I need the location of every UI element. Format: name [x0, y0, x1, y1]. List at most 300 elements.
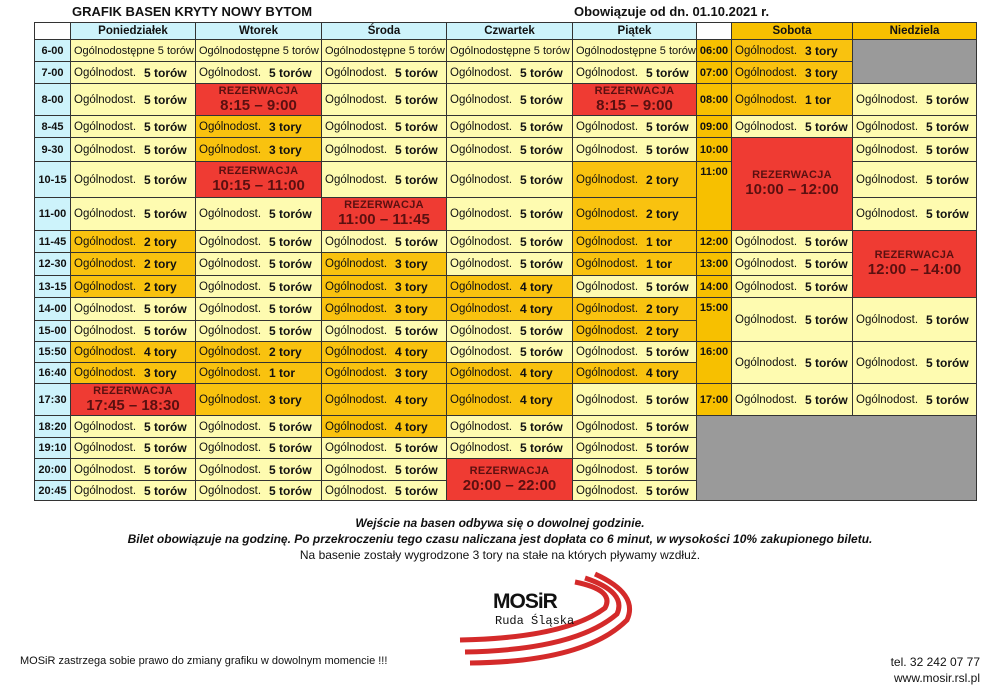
slot-label: Ogólnodost.	[199, 346, 262, 358]
schedule-cell	[446, 383, 573, 416]
lane-count: 5 torów	[269, 234, 312, 249]
saturday-cell	[731, 137, 853, 231]
lane-count: 5 torów	[520, 234, 563, 249]
slot-label: Ogólnodost.	[856, 208, 919, 220]
slot-label: Ogólnodost.	[74, 258, 137, 270]
lane-count: 2 tory	[646, 302, 679, 316]
slot-label: Ogólnodost.	[576, 325, 639, 337]
website-link[interactable]: www.mosir.rsl.pl	[893, 671, 980, 685]
slot-label: Ogólnodost.	[735, 93, 798, 106]
slot-label: Ogólnodost.	[735, 280, 798, 293]
schedule-cell	[195, 83, 322, 116]
schedule-cell	[321, 362, 447, 384]
slot-label: Ogólnodost.	[74, 420, 137, 433]
slot-label: Ogólnodost.	[450, 325, 513, 337]
lane-count: 5 torów	[144, 462, 187, 477]
lane-count: 5 torów	[395, 65, 438, 80]
lane-count: 3 tory	[805, 65, 838, 80]
slot-label: Ogólnodost.	[576, 303, 639, 315]
lane-count: 4 tory	[520, 392, 553, 407]
lane-count: 1 tor	[646, 257, 673, 271]
saturday-cell	[731, 297, 853, 342]
weekend-time-slot: 13:00	[696, 252, 732, 276]
time-slot: 20:00	[34, 458, 71, 481]
lane-count: 5 torów	[395, 92, 438, 107]
note-lanes: Na basenie zostały wygrodzone 3 tory na stałe na których pływamy wzdłuż.	[299, 548, 701, 562]
slot-label: Ogólnodost.	[199, 280, 262, 293]
schedule-table	[34, 22, 976, 500]
schedule-cell	[195, 115, 322, 138]
schedule-cell	[446, 297, 573, 321]
lane-count: 3 tory	[269, 392, 302, 407]
schedule-cell	[572, 415, 697, 438]
slot-label: Ogólnodost.	[576, 393, 639, 406]
sunday-cell	[852, 297, 977, 342]
saturday-cell	[731, 383, 853, 416]
weekend-time-slot: 14:00	[696, 275, 732, 298]
schedule-cell	[321, 197, 447, 231]
lane-count: 5 torów	[144, 65, 187, 80]
time-slot: 10-15	[34, 161, 71, 198]
schedule-cell	[446, 197, 573, 231]
weekend-time-slot: 11:00	[696, 161, 732, 231]
slot-label: Ogólnodost.	[450, 173, 513, 186]
lane-count: 5 torów	[805, 312, 848, 327]
lane-count: 5 torów	[805, 279, 848, 294]
schedule-cell	[446, 230, 573, 253]
lane-count: 5 torów	[395, 234, 438, 249]
schedule-cell	[446, 137, 573, 162]
lane-count: 5 torów	[144, 302, 187, 316]
lane-count: 3 tory	[269, 119, 302, 134]
lane-count: 5 torów	[144, 119, 187, 134]
slot-label: Ogólnodost.	[576, 120, 639, 133]
saturday-cell	[731, 61, 853, 84]
day-header: Piątek	[572, 22, 697, 40]
lane-count: 1 tor	[805, 92, 832, 107]
lane-count: 5 torów	[520, 345, 563, 359]
slot-label: Ogólnodost.	[450, 346, 513, 358]
reservation-time: 8:15 – 9:00	[596, 96, 673, 114]
time-slot: 7-00	[34, 61, 71, 84]
reservation-label: REZERWACJA	[594, 84, 675, 97]
lane-count: 5 torów	[144, 142, 187, 157]
lane-count: 5 torów	[269, 279, 312, 294]
slot-label: Ogólnodost.	[325, 303, 388, 315]
lane-count: 5 torów	[269, 419, 312, 434]
page-title: GRAFIK BASEN KRYTY NOWY BYTOM	[72, 4, 313, 19]
lane-count: 5 torów	[805, 392, 848, 407]
slot-label: Ogólnodost.	[74, 346, 137, 358]
svg-text:Ruda Śląska: Ruda Śląska	[495, 614, 575, 628]
day-header: Czwartek	[446, 22, 573, 40]
phone-number: tel. 32 242 07 77	[890, 655, 980, 669]
weekend-time-slot: 07:00	[696, 61, 732, 84]
schedule-cell	[321, 61, 447, 84]
slot-label: Ogólnodost.	[450, 235, 513, 248]
sunday-cell	[852, 161, 977, 198]
lane-count: 5 torów	[144, 483, 187, 498]
slot-label: Ogólnodost.	[576, 367, 639, 379]
lane-count: 5 torów	[269, 441, 312, 455]
slot-label: Ogólnodost.	[199, 258, 262, 270]
schedule-cell	[195, 230, 322, 253]
contact-info	[891, 654, 980, 686]
lane-count: 2 tory	[144, 257, 177, 271]
slot-label: Ogólnodost.	[735, 235, 798, 248]
slot-label: Ogólnodost.	[199, 484, 262, 497]
lane-count: 1 tor	[269, 366, 296, 380]
slot-label: Ogólnodost.	[199, 463, 262, 476]
saturday-cell	[731, 39, 853, 62]
slot-label: Ogólnodostępne 5 torów	[576, 44, 696, 57]
schedule-cell	[446, 320, 573, 342]
lane-count: 5 torów	[144, 419, 187, 434]
lane-count: 2 tory	[144, 234, 177, 249]
slot-label: Ogólnodost.	[576, 280, 639, 293]
closed-block	[696, 415, 977, 501]
schedule-cell	[321, 275, 447, 298]
weekend-time-slot: 08:00	[696, 83, 732, 116]
weekend-day-header: Sobota	[731, 22, 853, 40]
sunday-cell	[852, 383, 977, 416]
schedule-cell	[195, 197, 322, 231]
slot-label: Ogólnodost.	[199, 143, 262, 156]
lane-count: 5 torów	[395, 462, 438, 477]
lane-count: 5 torów	[269, 65, 312, 80]
lane-count: 2 tory	[646, 172, 679, 187]
reservation-time: 17:45 – 18:30	[86, 396, 180, 414]
lane-count: 4 tory	[520, 366, 553, 380]
slot-label: Ogólnodost.	[450, 367, 513, 379]
schedule-cell	[446, 39, 573, 62]
slot-label: Ogólnodost.	[576, 173, 639, 186]
slot-label: Ogólnodost.	[450, 143, 513, 156]
schedule-cell	[446, 362, 573, 384]
time-slot: 6-00	[34, 39, 71, 62]
slot-label: Ogólnodost.	[199, 120, 262, 133]
slot-label: Ogólnodost.	[74, 325, 137, 337]
schedule-cell	[70, 197, 196, 231]
lane-count: 5 torów	[269, 302, 312, 316]
lane-count: 5 torów	[520, 92, 563, 107]
schedule-cell	[572, 197, 697, 231]
schedule-cell	[446, 458, 573, 501]
schedule-cell	[572, 230, 697, 253]
lane-count: 5 torów	[646, 419, 689, 434]
schedule-cell	[572, 437, 697, 459]
schedule-cell	[195, 275, 322, 298]
slot-label: Ogólnodost.	[325, 367, 388, 379]
slot-label: Ogólnodost.	[74, 120, 137, 133]
schedule-cell	[195, 362, 322, 384]
slot-label: Ogólnodost.	[74, 442, 137, 454]
slot-label: Ogólnodost.	[199, 367, 262, 379]
reservation-time: 20:00 – 22:00	[462, 476, 557, 494]
reservation-time: 10:00 – 12:00	[745, 181, 839, 198]
schedule-cell	[70, 383, 196, 416]
slot-label: Ogólnodost.	[325, 442, 388, 454]
schedule-cell	[195, 161, 322, 198]
schedule-cell	[572, 297, 697, 321]
slot-label: Ogólnodost.	[735, 44, 798, 57]
schedule-cell	[195, 415, 322, 438]
slot-label: Ogólnodost.	[735, 356, 798, 369]
schedule-cell	[446, 61, 573, 84]
schedule-cell	[321, 297, 447, 321]
sunday-cell	[852, 230, 977, 298]
lane-count: 5 torów	[269, 324, 312, 338]
slot-label: Ogólnodost.	[450, 420, 513, 433]
slot-label: Ogólnodost.	[450, 120, 513, 133]
weekend-day-header: Niedziela	[852, 22, 977, 40]
weekend-time-slot: 09:00	[696, 115, 732, 138]
time-slot: 18:20	[34, 415, 71, 438]
schedule-cell	[195, 437, 322, 459]
lane-count: 2 tory	[144, 279, 177, 294]
day-header: Poniedziałek	[70, 22, 196, 40]
slot-label: Ogólnodost.	[856, 356, 919, 369]
schedule-cell	[70, 39, 196, 62]
schedule-cell	[195, 320, 322, 342]
schedule-cell	[321, 415, 447, 438]
slot-label: Ogólnodost.	[576, 420, 639, 433]
slot-label: Ogólnodost.	[735, 258, 798, 270]
slot-label: Ogólnodost.	[199, 303, 262, 315]
lane-count: 3 tory	[395, 257, 428, 271]
slot-label: Ogólnodost.	[325, 420, 388, 433]
slot-label: Ogólnodost.	[576, 484, 639, 497]
lane-count: 5 torów	[269, 483, 312, 498]
slot-label: Ogólnodost.	[74, 280, 137, 293]
lane-count: 4 tory	[395, 345, 428, 359]
slot-label: Ogólnodost.	[325, 280, 388, 293]
schedule-cell	[572, 383, 697, 416]
sunday-cell	[852, 197, 977, 231]
lane-count: 4 tory	[520, 279, 553, 294]
schedule-cell	[572, 252, 697, 276]
schedule-cell	[321, 458, 447, 481]
time-slot: 15:50	[34, 341, 71, 363]
time-slot: 15-00	[34, 320, 71, 342]
reservation-time: 11:00 – 11:45	[338, 211, 430, 228]
reservation-label: REZERWACJA	[344, 199, 424, 211]
lane-count: 5 torów	[144, 92, 187, 107]
slot-label: Ogólnodost.	[325, 463, 388, 476]
lane-count: 5 torów	[805, 119, 848, 134]
slot-label: Ogólnodost.	[735, 313, 798, 326]
slot-label: Ogólnodost.	[74, 235, 137, 248]
schedule-cell	[321, 252, 447, 276]
lane-count: 5 torów	[269, 462, 312, 477]
time-slot: 14-00	[34, 297, 71, 321]
lane-count: 5 torów	[646, 65, 689, 80]
schedule-cell	[446, 115, 573, 138]
slot-label: Ogólnodost.	[74, 143, 137, 156]
lane-count: 5 torów	[395, 142, 438, 157]
schedule-cell	[321, 341, 447, 363]
lane-count: 5 torów	[646, 345, 689, 359]
schedule-cell	[572, 362, 697, 384]
schedule-cell	[572, 161, 697, 198]
slot-label: Ogólnodost.	[450, 93, 513, 106]
lane-count: 5 torów	[805, 355, 848, 370]
schedule-cell	[195, 39, 322, 62]
schedule-cell	[446, 275, 573, 298]
sunday-cell	[852, 341, 977, 384]
schedule-cell	[321, 161, 447, 198]
slot-label: Ogólnodost.	[735, 393, 798, 406]
lane-count: 5 torów	[926, 207, 969, 221]
time-slot: 19:10	[34, 437, 71, 459]
slot-label: Ogólnodost.	[576, 442, 639, 454]
slot-label: Ogólnodost.	[856, 173, 919, 186]
schedule-cell	[70, 341, 196, 363]
schedule-cell	[70, 275, 196, 298]
slot-label: Ogólnodost.	[856, 313, 919, 326]
lane-count: 5 torów	[646, 392, 689, 407]
reservation-time: 10:15 – 11:00	[212, 176, 305, 194]
saturday-cell	[731, 275, 853, 298]
slot-label: Ogólnodost.	[199, 325, 262, 337]
schedule-cell	[446, 83, 573, 116]
lane-count: 5 torów	[520, 207, 563, 221]
schedule-cell	[195, 341, 322, 363]
schedule-cell	[446, 437, 573, 459]
lane-count: 5 torów	[926, 355, 969, 370]
weekend-time-slot: 10:00	[696, 137, 732, 162]
lane-count: 4 tory	[646, 366, 679, 380]
schedule-cell	[195, 137, 322, 162]
time-slot: 9-30	[34, 137, 71, 162]
schedule-cell	[572, 458, 697, 481]
schedule-cell	[446, 161, 573, 198]
schedule-cell	[195, 61, 322, 84]
reservation-label: REZERWACJA	[752, 169, 832, 181]
schedule-cell	[572, 341, 697, 363]
slot-label: Ogólnodost.	[74, 303, 137, 315]
schedule-cell	[572, 39, 697, 62]
slot-label: Ogólnodost.	[576, 66, 639, 79]
slot-label: Ogólnodost.	[325, 143, 388, 156]
schedule-cell	[321, 437, 447, 459]
schedule-cell	[70, 137, 196, 162]
schedule-cell	[70, 230, 196, 253]
schedule-cell	[572, 61, 697, 84]
lane-count: 5 torów	[520, 441, 563, 455]
time-slot: 11-00	[34, 197, 71, 231]
closed-cell	[852, 39, 977, 84]
schedule-cell	[321, 115, 447, 138]
lane-count: 5 torów	[646, 119, 689, 134]
weekend-time-slot: 06:00	[696, 39, 732, 62]
lane-count: 5 torów	[646, 441, 689, 455]
slot-label: Ogólnodost.	[325, 325, 388, 337]
weekend-time-slot: 17:00	[696, 383, 732, 416]
lane-count: 5 torów	[805, 257, 848, 271]
slot-label: Ogólnodostępne 5 torów	[74, 44, 194, 57]
svg-text:MOSiR: MOSiR	[493, 590, 557, 613]
slot-label: Ogólnodost.	[325, 484, 388, 497]
slot-label: Ogólnodost.	[450, 208, 513, 220]
schedule-cell	[321, 480, 447, 501]
slot-label: Ogólnodost.	[325, 346, 388, 358]
lane-count: 3 tory	[269, 142, 302, 157]
sunday-cell	[852, 137, 977, 162]
slot-label: Ogólnodost.	[576, 235, 639, 248]
lane-count: 3 tory	[805, 43, 838, 58]
slot-label: Ogólnodost.	[74, 367, 137, 379]
slot-label: Ogólnodost.	[450, 303, 513, 315]
slot-label: Ogólnodost.	[576, 463, 639, 476]
lane-count: 2 tory	[269, 345, 302, 359]
slot-label: Ogólnodost.	[450, 258, 513, 270]
slot-label: Ogólnodost.	[74, 66, 137, 79]
slot-label: Ogólnodost.	[450, 280, 513, 293]
schedule-cell	[70, 61, 196, 84]
lane-count: 5 torów	[926, 172, 969, 187]
schedule-cell	[70, 252, 196, 276]
slot-label: Ogólnodost.	[735, 66, 798, 79]
slot-label: Ogólnodost.	[325, 66, 388, 79]
valid-from-date: Obowiązuje od dn. 01.10.2021 r.	[574, 4, 770, 19]
slot-label: Ogólnodost.	[450, 393, 513, 406]
slot-label: Ogólnodost.	[199, 393, 262, 406]
schedule-cell	[195, 252, 322, 276]
slot-label: Ogólnodost.	[199, 420, 262, 433]
lane-count: 4 tory	[144, 345, 177, 359]
lane-count: 5 torów	[926, 92, 969, 107]
day-header: Wtorek	[195, 22, 322, 40]
time-slot: 8-00	[34, 83, 71, 116]
schedule-cell	[195, 480, 322, 501]
slot-label: Ogólnodost.	[199, 235, 262, 248]
disclaimer: MOSiR zastrzega sobie prawo do zmiany grafiku w dowolnym momencie !!!	[20, 655, 388, 667]
lane-count: 5 torów	[269, 207, 312, 221]
lane-count: 5 torów	[805, 234, 848, 249]
reservation-time: 12:00 – 14:00	[867, 261, 962, 278]
reservation-label: REZERWACJA	[218, 84, 299, 97]
lane-count: 2 tory	[646, 324, 679, 338]
lane-count: 5 torów	[926, 119, 969, 134]
lane-count: 5 torów	[395, 324, 438, 338]
lane-count: 5 torów	[144, 324, 187, 338]
lane-count: 5 torów	[646, 142, 689, 157]
schedule-cell	[70, 83, 196, 116]
track-lines-icon	[455, 568, 635, 668]
schedule-cell	[70, 458, 196, 481]
schedule-cell	[572, 83, 697, 116]
weekend-time-slot: 16:00	[696, 341, 732, 384]
time-slot: 12-30	[34, 252, 71, 276]
lane-count: 4 tory	[520, 302, 553, 316]
weekend-time-slot: 12:00	[696, 230, 732, 253]
lane-count: 5 torów	[926, 392, 969, 407]
lane-count: 5 torów	[395, 119, 438, 134]
schedule-cell	[70, 115, 196, 138]
slot-label: Ogólnodost.	[199, 442, 262, 454]
lane-count: 5 torów	[646, 279, 689, 294]
slot-label: Ogólnodost.	[325, 258, 388, 270]
lane-count: 5 torów	[395, 441, 438, 455]
slot-label: Ogólnodost.	[856, 393, 919, 406]
weekend-header-corner	[696, 22, 732, 40]
lane-count: 5 torów	[926, 142, 969, 157]
saturday-cell	[731, 252, 853, 276]
slot-label: Ogólnodost.	[576, 346, 639, 358]
day-header: Środa	[321, 22, 447, 40]
lane-count: 5 torów	[144, 172, 187, 187]
